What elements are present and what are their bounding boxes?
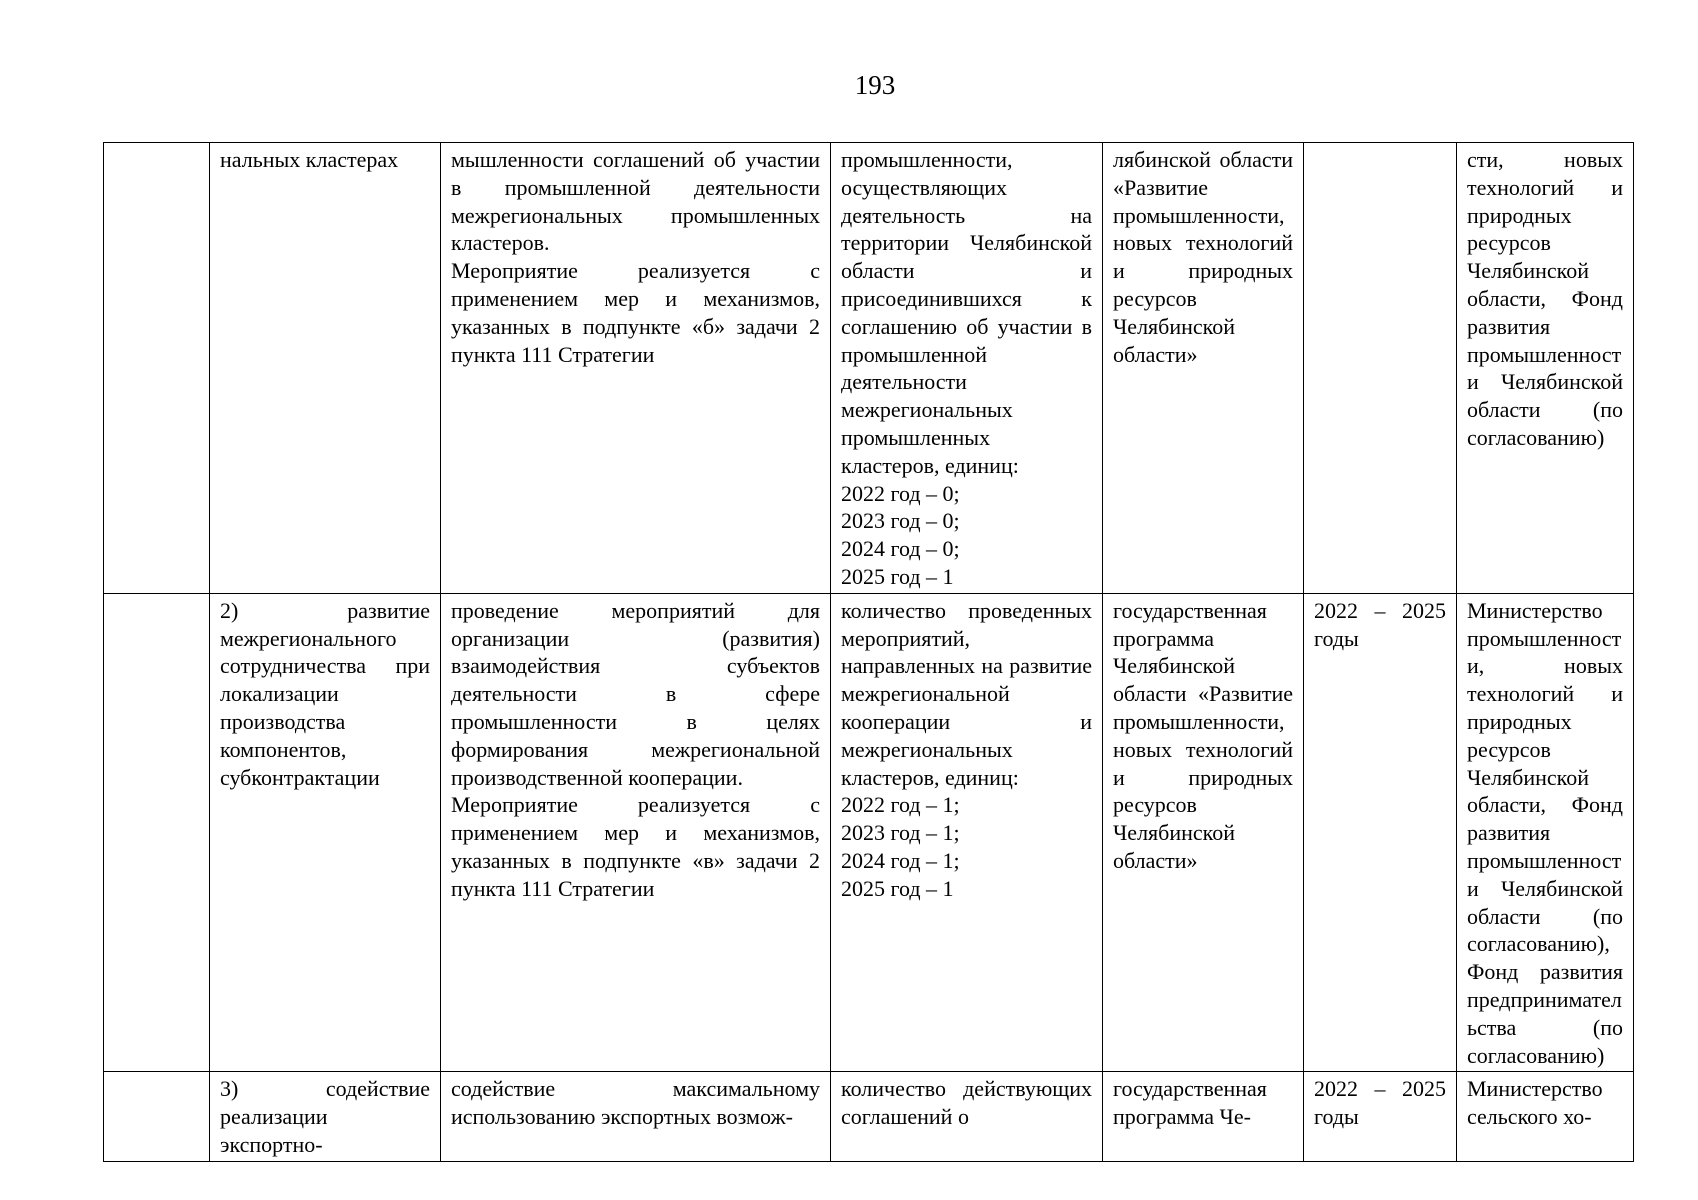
page-number: 193: [854, 70, 896, 100]
cell-task: 2) развитие межрегионального сотрудничества при локализации производства компонентов, субконтрактации: [210, 593, 441, 1072]
cell-task: 3) содействие реализации экспортно-: [210, 1072, 441, 1161]
cell-measure: проведение мероприятий для организации (развития) взаимодействия субъектов деятельности в сфере промышленности в целях формирования межрегиональной производственной кооперации. Мероприятие реализуется с применением мер и механизмов, указанных в подпункте «в» задачи 2 пункта 111 Стратегии: [441, 593, 831, 1072]
cell-indicator: количество действующих соглашений о: [831, 1072, 1103, 1161]
table-row: [104, 1072, 1634, 1161]
measures-table: [103, 142, 1634, 1162]
cell-responsible: Министерство промышленности, новых технологий и природных ресурсов Челябинской области, Фонд развития промышленности Челябинской области (по согласованию), Фонд развития предпринимательства (по согласованию): [1457, 593, 1634, 1072]
cell-responsible: Министерство сельского хо-: [1457, 1072, 1634, 1161]
cell-number: [104, 143, 210, 594]
cell-period: 2022 – 2025 годы: [1304, 593, 1457, 1072]
cell-indicator: количество проведенных мероприятий, направленных на развитие межрегиональной кооперации и межрегиональных кластеров, единиц: 2022 год – 1; 2023 год – 1; 2024 год – 1; 2025 год – 1: [831, 593, 1103, 1072]
cell-period: [1304, 143, 1457, 594]
cell-program: государственная программа Челябинской области «Развитие промышленности, новых технологий и природных ресурсов Челябинской области»: [1103, 593, 1304, 1072]
cell-measure: содействие максимальному использованию экспортных возмож-: [441, 1072, 831, 1161]
cell-number: [104, 593, 210, 1072]
cell-task: нальных кластерах: [210, 143, 441, 594]
cell-program: государственная программа Че-: [1103, 1072, 1304, 1161]
cell-period: 2022 – 2025 годы: [1304, 1072, 1457, 1161]
table-row: [104, 593, 1634, 1072]
cell-indicator: промышленности, осуществляющих деятельность на территории Челябинской области и присоединившихся к соглашению об участии в промышленной деятельности межрегиональных промышленных кластеров, единиц: 2022 год – 0; 2023 год – 0; 2024 год – 0; 2025 год – 1: [831, 143, 1103, 594]
cell-program: лябинской области «Развитие промышленности, новых технологий и природных ресурсов Челябинской области»: [1103, 143, 1304, 594]
table-row: [104, 143, 1634, 594]
cell-number: [104, 1072, 210, 1161]
cell-measure: мышленности соглашений об участии в промышленной деятельности межрегиональных промышленных кластеров. Мероприятие реализуется с применением мер и механизмов, указанных в подпункте «б» задачи 2 пункта 111 Стратегии: [441, 143, 831, 594]
cell-responsible: сти, новых технологий и природных ресурсов Челябинской области, Фонд развития промышленности Челябинской области (по согласованию): [1457, 143, 1634, 594]
